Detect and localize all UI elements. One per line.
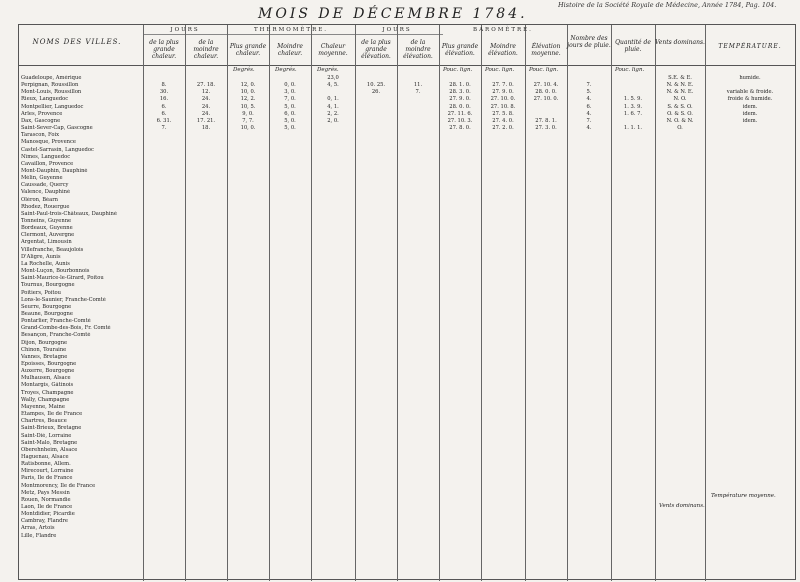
city-name: Mulhausen, Alsace bbox=[21, 375, 71, 382]
table-cell: 8. bbox=[161, 82, 167, 89]
city-name: Saint-Maurice-le-Girard, Poitou bbox=[21, 275, 104, 282]
city-name: Rouen, Normandie bbox=[21, 496, 71, 503]
table-row bbox=[19, 533, 800, 539]
table-cell: 24. bbox=[201, 110, 211, 117]
table-row bbox=[19, 168, 800, 174]
table-cell: 5. bbox=[586, 89, 592, 96]
unit-degres: Degrés. bbox=[275, 67, 297, 73]
table-row bbox=[19, 433, 800, 439]
table-cell: 7. bbox=[161, 125, 167, 132]
table-row bbox=[19, 397, 800, 403]
table-row bbox=[19, 483, 800, 489]
group-rule bbox=[143, 34, 443, 35]
table-row bbox=[19, 368, 800, 374]
table-row bbox=[19, 89, 800, 95]
table-row bbox=[19, 325, 800, 331]
table-cell: 27. 18. bbox=[196, 82, 216, 89]
city-name: Villefranche, Beaujolois bbox=[21, 246, 84, 253]
table-cell: N. O. bbox=[673, 96, 687, 103]
unit-pouces: Pouc. lign. bbox=[485, 67, 515, 73]
table-cell: 17. 21. bbox=[196, 117, 216, 124]
city-name: Guadeloupe, Amérique bbox=[21, 75, 82, 81]
footer-vents: Vents dominans. bbox=[659, 503, 705, 509]
table-row bbox=[19, 518, 800, 524]
table-cell: 7, 7. bbox=[242, 117, 254, 124]
table-row bbox=[19, 161, 800, 167]
table-cell: 30. bbox=[159, 89, 169, 96]
table-row bbox=[19, 189, 800, 195]
city-name: Vannes, Bretagne bbox=[21, 353, 68, 360]
header-c1: de la plus grande chaleur. bbox=[149, 39, 179, 60]
table-cell: 12, 2. bbox=[240, 96, 256, 103]
table-cell: 12, 0. bbox=[240, 82, 256, 89]
table-row bbox=[19, 82, 800, 88]
city-name: Tonneins, Guyenne bbox=[21, 218, 72, 224]
city-name: Montdidier, Picardie bbox=[21, 511, 75, 518]
table-cell: 2, 0. bbox=[327, 117, 339, 124]
table-row bbox=[19, 182, 800, 188]
table-row bbox=[19, 311, 800, 317]
city-name: Chartres, Beauce bbox=[21, 418, 67, 425]
table-cell: 27. 2. 0. bbox=[492, 125, 514, 132]
table-cell: 28. 0. 0. bbox=[535, 89, 557, 96]
city-name: Rhodez, Rouergue bbox=[21, 203, 70, 210]
table-row bbox=[19, 125, 800, 131]
header-c14: TEMPÉRATURE. bbox=[718, 43, 782, 50]
table-row bbox=[19, 318, 800, 324]
table-row bbox=[19, 147, 800, 153]
city-name: Dax, Gascogne bbox=[21, 117, 61, 124]
table-row bbox=[19, 96, 800, 102]
header-c10: Élévation moyenne. bbox=[531, 43, 561, 57]
table-row bbox=[19, 354, 800, 360]
table-cell: 24. bbox=[201, 103, 211, 110]
table-row bbox=[19, 132, 800, 138]
city-name: Arles, Provence bbox=[21, 110, 63, 117]
table-row bbox=[19, 475, 800, 481]
table-cell: 10, 0. bbox=[240, 89, 256, 96]
unit-pouces: Pouc. lign. bbox=[615, 67, 645, 73]
city-name: Laon, Île de France bbox=[21, 504, 73, 510]
table-row bbox=[19, 261, 800, 267]
table-cell: 23,0 bbox=[327, 75, 339, 81]
table-row bbox=[19, 468, 800, 474]
city-name: Dijon, Bourgogne bbox=[21, 339, 68, 346]
city-name: Oberehnheim, Alsace bbox=[21, 446, 78, 453]
table-row bbox=[19, 418, 800, 424]
table-cell: 5, 0. bbox=[284, 117, 296, 124]
table-row bbox=[19, 347, 800, 353]
city-name: Saint-Dié, Lorraine bbox=[21, 432, 72, 439]
table-cell: 27. 4. 0. bbox=[492, 117, 514, 124]
table-cell: N. & N. E. bbox=[666, 82, 694, 89]
table-cell: 28. 3. 0. bbox=[449, 89, 471, 96]
city-name: Epoisses, Bourgogne bbox=[21, 361, 77, 367]
header-c7: de la moindre élévation. bbox=[403, 39, 433, 60]
city-name: Lille, Flandre bbox=[21, 532, 57, 539]
table-row bbox=[19, 218, 800, 224]
city-name: Mont-Louis, Roussillon bbox=[21, 89, 82, 96]
table-cell: 4. bbox=[586, 96, 592, 103]
city-name: Tournus, Bourgogne bbox=[21, 282, 75, 289]
table-row bbox=[19, 211, 800, 217]
table-row bbox=[19, 254, 800, 260]
city-name: Mirecourt, Lorraine bbox=[21, 468, 74, 475]
city-name: Metz, Pays Messin bbox=[21, 489, 70, 496]
table-cell: 27. 9. 0. bbox=[492, 89, 514, 96]
unit-pouces: Pouc. lign. bbox=[529, 67, 559, 73]
city-name: Seurre, Bourgogne bbox=[21, 303, 72, 310]
table-cell: 27. 10. 3. bbox=[447, 117, 473, 124]
table-cell: 10. 25. bbox=[366, 82, 386, 89]
city-name: Lons-le-Saunier, Franche-Comté bbox=[21, 296, 106, 303]
group-thermometre: THERMOMÈTRE. bbox=[254, 27, 328, 33]
city-name: Pontarlier, Franche-Comté bbox=[21, 318, 91, 325]
table-row bbox=[19, 382, 800, 388]
city-name: Auxerre, Bourgogne bbox=[21, 368, 75, 375]
table-row bbox=[19, 290, 800, 296]
group-jours-1: JOURS bbox=[170, 27, 200, 33]
table-cell: 7. bbox=[586, 82, 592, 89]
city-name: Manosque, Provence bbox=[21, 139, 76, 146]
table-cell: 11. bbox=[413, 82, 423, 89]
city-name: Cavaillon, Provence bbox=[21, 160, 74, 167]
header-c3: Plus grande chaleur. bbox=[229, 43, 267, 57]
table-cell: O. bbox=[677, 125, 683, 132]
table-row bbox=[19, 204, 800, 210]
city-name: Mélin, Guyenne bbox=[21, 175, 63, 182]
city-name: Caussade, Quercy bbox=[21, 182, 69, 189]
city-name: Valence, Dauphiné bbox=[21, 189, 71, 196]
table-row bbox=[19, 447, 800, 453]
table-cell: 3, 0. bbox=[284, 89, 296, 96]
city-name: Grand-Combe-des-Bois, Fr. Comté bbox=[21, 325, 111, 332]
table-cell: 10, 0. bbox=[240, 125, 256, 132]
table-row bbox=[19, 375, 800, 381]
table-cell: 10, 5. bbox=[240, 103, 256, 110]
table-row bbox=[19, 75, 800, 81]
table-cell: 2, 2. bbox=[327, 110, 339, 117]
city-name: Montargis, Gâtinois bbox=[21, 382, 74, 389]
table-row bbox=[19, 461, 800, 467]
city-name: Rieux, Languedoc bbox=[21, 96, 69, 103]
footer-temperature: Température moyenne. bbox=[711, 493, 776, 499]
group-barometre: BAROMÈTRE. bbox=[473, 27, 533, 33]
table-row bbox=[19, 139, 800, 145]
city-name: Paris, Île de France bbox=[21, 475, 73, 482]
meteo-table bbox=[18, 24, 796, 580]
table-cell: 28. 0. 0. bbox=[449, 103, 471, 110]
table-cell: 27. 10. 4. bbox=[533, 82, 559, 89]
table-cell: 7. bbox=[586, 117, 592, 124]
header-c9: Moindre élévation. bbox=[488, 43, 518, 57]
table-row bbox=[19, 104, 800, 110]
city-name: D'Aligre, Aunis bbox=[21, 253, 61, 260]
city-name: Haguenau, Alsace bbox=[21, 453, 69, 460]
table-cell: 4, 5. bbox=[327, 82, 339, 89]
table-cell: 4. bbox=[586, 110, 592, 117]
table-cell: 7. bbox=[415, 89, 421, 96]
table-cell: 1. 5. 9. bbox=[623, 96, 643, 103]
table-cell: humide. bbox=[739, 75, 761, 81]
table-cell: 27. 10. 0. bbox=[533, 96, 559, 103]
table-row bbox=[19, 425, 800, 431]
table-cell: 9, 0. bbox=[242, 110, 254, 117]
city-name: Poitiers, Poitou bbox=[21, 289, 61, 296]
table-row bbox=[19, 154, 800, 160]
city-name: Tarascon, Foix bbox=[21, 132, 60, 139]
table-row bbox=[19, 361, 800, 367]
table-cell: 24. bbox=[201, 96, 211, 103]
table-cell: 0, 1. bbox=[327, 96, 339, 103]
table-cell: 6. 31. bbox=[156, 117, 172, 124]
table-row bbox=[19, 390, 800, 396]
city-name: Étampes, Île de France bbox=[21, 411, 83, 418]
table-row bbox=[19, 118, 800, 124]
table-row bbox=[19, 404, 800, 410]
city-name: Cambray, Flandre bbox=[21, 518, 68, 525]
table-cell: 6, 0. bbox=[284, 110, 296, 117]
table-cell: 4, 1. bbox=[327, 103, 339, 110]
city-name: Besançon, Franche-Comté bbox=[21, 332, 91, 339]
table-cell: S. & S. O. bbox=[667, 103, 693, 110]
header-c11: Nombre des jours de pluie. bbox=[567, 35, 611, 49]
city-name: Mont-Luçon, Bourbonnois bbox=[21, 268, 90, 275]
city-name: Saint-Paul-trois-Châteaux, Dauphiné bbox=[21, 210, 117, 217]
city-name: La Rochelle, Aunis bbox=[21, 260, 70, 267]
table-cell: 16. bbox=[159, 96, 169, 103]
table-row bbox=[19, 275, 800, 281]
table-cell: 27. 8. 1. bbox=[535, 117, 557, 124]
running-head: Histoire de la Société Royale de Médecine, Année 1784, Pag. 104. bbox=[558, 1, 777, 9]
unit-pouces: Pouc. lign. bbox=[443, 67, 473, 73]
city-name: Ratisbonne, Allem. bbox=[21, 461, 71, 468]
city-name: Clermont, Auvergne bbox=[21, 232, 75, 239]
table-cell: 27. 11. 6. bbox=[447, 110, 473, 117]
table-cell: 26. bbox=[371, 89, 381, 96]
table-cell: 27. 8. 0. bbox=[449, 125, 471, 132]
table-cell: N. O. & N. bbox=[666, 117, 694, 124]
unit-degres: Degrés. bbox=[317, 67, 339, 73]
header-c8: Plus grande élévation. bbox=[441, 43, 479, 57]
table-cell: 12. bbox=[201, 89, 211, 96]
table-cell: 27. 10. 0. bbox=[490, 96, 516, 103]
table-cell: 18. bbox=[201, 125, 211, 132]
city-name: Saint-Brieux, Bretagne bbox=[21, 425, 82, 432]
header-c5: Chaleur moyenne. bbox=[318, 43, 348, 57]
table-row bbox=[19, 197, 800, 203]
table-cell: 27. 9. 0. bbox=[449, 96, 471, 103]
page-title: MOIS DE DÉCEMBRE 1784. bbox=[258, 6, 528, 22]
table-row bbox=[19, 232, 800, 238]
city-name: Montpellier, Languedoc bbox=[21, 103, 84, 110]
city-name: Castel-Sarrasin, Languedoc bbox=[21, 146, 94, 153]
table-row bbox=[19, 490, 800, 496]
table-cell: 6. bbox=[161, 103, 167, 110]
table-row bbox=[19, 304, 800, 310]
header-c12: Quantité de pluie. bbox=[615, 39, 651, 53]
table-cell: S.E. & E. bbox=[668, 75, 692, 81]
unit-degres: Degrés. bbox=[233, 67, 255, 73]
table-cell: idem. bbox=[742, 117, 758, 124]
table-row bbox=[19, 440, 800, 446]
table-row bbox=[19, 497, 800, 503]
table-cell: 5, 0. bbox=[284, 103, 296, 110]
table-row bbox=[19, 225, 800, 231]
header-rule bbox=[19, 65, 795, 66]
table-row bbox=[19, 454, 800, 460]
header-c4: Moindre chaleur. bbox=[277, 43, 303, 57]
city-name: Argentat, Limousin bbox=[21, 239, 72, 246]
city-name: Perpignan, Roussillon bbox=[21, 82, 79, 89]
table-row bbox=[19, 511, 800, 517]
table-cell: 27. 10. 8. bbox=[490, 103, 516, 110]
table-row bbox=[19, 247, 800, 253]
table-row bbox=[19, 282, 800, 288]
table-row bbox=[19, 268, 800, 274]
table-cell: idem. bbox=[742, 103, 758, 110]
table-cell: 6. bbox=[161, 110, 167, 117]
table-row bbox=[19, 297, 800, 303]
city-name: Chinon, Touraine bbox=[21, 346, 67, 353]
table-cell: 4. bbox=[586, 125, 592, 132]
header-c2: de la moindre chaleur. bbox=[193, 39, 219, 60]
table-cell: 6. bbox=[586, 103, 592, 110]
table-cell: 1. 6. 7. bbox=[623, 110, 643, 117]
table-cell: idem. bbox=[742, 110, 758, 117]
table-cell: O. & S. O. bbox=[667, 110, 693, 117]
table-cell: 1. 3. 9. bbox=[623, 103, 643, 110]
city-name: Beaune, Bourgogne bbox=[21, 310, 73, 317]
group-jours-2: JOURS bbox=[382, 27, 412, 33]
table-row bbox=[19, 525, 800, 531]
table-cell: 27. 3. 0. bbox=[535, 125, 557, 132]
city-name: Oléron, Béarn bbox=[21, 196, 59, 203]
table-cell: 27. 5. 8. bbox=[492, 110, 514, 117]
table-cell: 5, 0. bbox=[284, 125, 296, 132]
table-cell: variable & froide. bbox=[726, 89, 774, 96]
city-name: Montmorency, Île de France bbox=[21, 482, 96, 489]
city-name: Saint-Sever-Cap, Gascogne bbox=[21, 125, 93, 132]
city-name: Bordeaux, Guyenne bbox=[21, 225, 73, 232]
table-cell: 1. 1. 1. bbox=[623, 125, 643, 132]
table-row bbox=[19, 332, 800, 338]
table-cell: 7, 0. bbox=[284, 96, 296, 103]
table-row bbox=[19, 340, 800, 346]
header-cities: NOMS DES VILLES. bbox=[32, 38, 122, 46]
table-row bbox=[19, 411, 800, 417]
header-c13: Vents dominans. bbox=[655, 39, 705, 46]
table-row bbox=[19, 239, 800, 245]
city-name: Saint-Malo, Bretagne bbox=[21, 439, 78, 446]
table-cell: froide & humide. bbox=[727, 96, 773, 103]
table-row bbox=[19, 111, 800, 117]
table-row bbox=[19, 175, 800, 181]
table-cell: 0, 0. bbox=[284, 82, 296, 89]
table-cell: N. & N. E. bbox=[666, 89, 694, 96]
city-name: Mayenne, Maine bbox=[21, 403, 65, 410]
city-name: Troyes, Champagne bbox=[21, 389, 74, 396]
city-name: Wally, Champagne bbox=[21, 396, 70, 403]
table-cell: 28. 1. 0. bbox=[449, 82, 471, 89]
city-name: Nîmes, Languedoc bbox=[21, 153, 71, 160]
city-name: Arras, Artois bbox=[21, 525, 55, 532]
table-cell: 27. 7. 0. bbox=[492, 82, 514, 89]
city-name: Mont-Dauphin, Dauphiné bbox=[21, 167, 88, 174]
header-c6: de la plus grande élévation. bbox=[361, 39, 391, 60]
